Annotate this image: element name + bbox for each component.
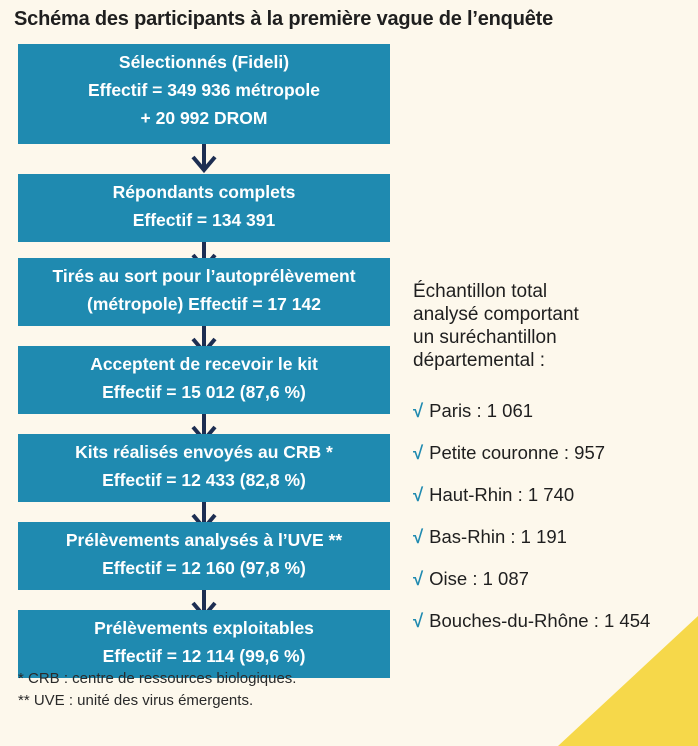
department-label: Bouches-du-Rhône : 1 454	[429, 610, 651, 631]
intro-line: départemental :	[413, 350, 546, 371]
check-icon: √	[413, 400, 424, 421]
flow-box-selected	[18, 44, 390, 144]
flow-box-label: Sélectionnés (Fideli)	[118, 52, 290, 72]
flow-box-analysed	[18, 522, 390, 590]
department-item	[413, 567, 529, 590]
check-icon: √	[413, 442, 424, 463]
flow-box-respondents	[18, 174, 390, 242]
department-label: Paris : 1 061	[429, 400, 534, 421]
intro-line: analysé comportant	[413, 304, 579, 325]
flow-box-label: Kits réalisés envoyés au CRB *	[75, 442, 333, 462]
corner-accent-shape	[558, 616, 698, 746]
department-label: Haut-Rhin : 1 740	[429, 484, 575, 505]
department-item	[413, 525, 567, 548]
check-icon: √	[413, 568, 424, 589]
department-item	[413, 483, 574, 506]
flow-box-accept-kit	[18, 346, 390, 414]
flow-box-count: Effectif = 12 160 (97,8 %)	[102, 558, 306, 578]
flow-box-label: Prélèvements exploitables	[94, 618, 314, 638]
flow-box-count: Effectif = 349 936 métropole	[88, 80, 320, 100]
check-icon: √	[413, 610, 424, 631]
flow-box-count-extra: + 20 992 DROM	[140, 108, 268, 128]
oversample-intro	[413, 280, 683, 372]
flow-box-count: Effectif = 134 391	[132, 210, 276, 230]
department-item	[413, 441, 605, 464]
flow-box-kits-sent	[18, 434, 390, 502]
diagram-title: Schéma des participants à la première vague de l’enquête	[14, 8, 554, 30]
check-icon: √	[413, 526, 424, 547]
oversample-panel	[413, 280, 683, 631]
intro-line: un suréchantillon	[413, 327, 557, 348]
flow-box-label: Répondants complets	[112, 182, 296, 202]
department-label: Petite couronne : 957	[429, 442, 606, 463]
department-item	[413, 399, 533, 422]
department-label: Oise : 1 087	[429, 568, 529, 589]
flow-box-drawn	[18, 258, 390, 326]
check-icon: √	[413, 484, 424, 505]
down-arrow-icon	[190, 144, 218, 174]
intro-line: Échantillon total	[413, 281, 548, 302]
flow-box-count: (métropole) Effectif = 17 142	[87, 294, 321, 314]
footnote: ** UVE : unité des virus émergents.	[18, 692, 254, 709]
flow-box-label: Acceptent de recevoir le kit	[90, 354, 318, 374]
flow-box-count: Effectif = 15 012 (87,6 %)	[102, 382, 306, 402]
footnote: * CRB : centre de ressources biologiques.	[18, 670, 297, 687]
flow-box-count: Effectif = 12 114 (99,6 %)	[102, 646, 306, 666]
flow-box-label: Prélèvements analysés à l’UVE **	[65, 530, 343, 550]
footnotes	[18, 668, 296, 712]
flow-box-label: Tirés au sort pour l’autoprélèvement	[52, 266, 356, 286]
flow-box-count: Effectif = 12 433 (82,8 %)	[102, 470, 306, 490]
department-label: Bas-Rhin : 1 191	[429, 526, 567, 547]
